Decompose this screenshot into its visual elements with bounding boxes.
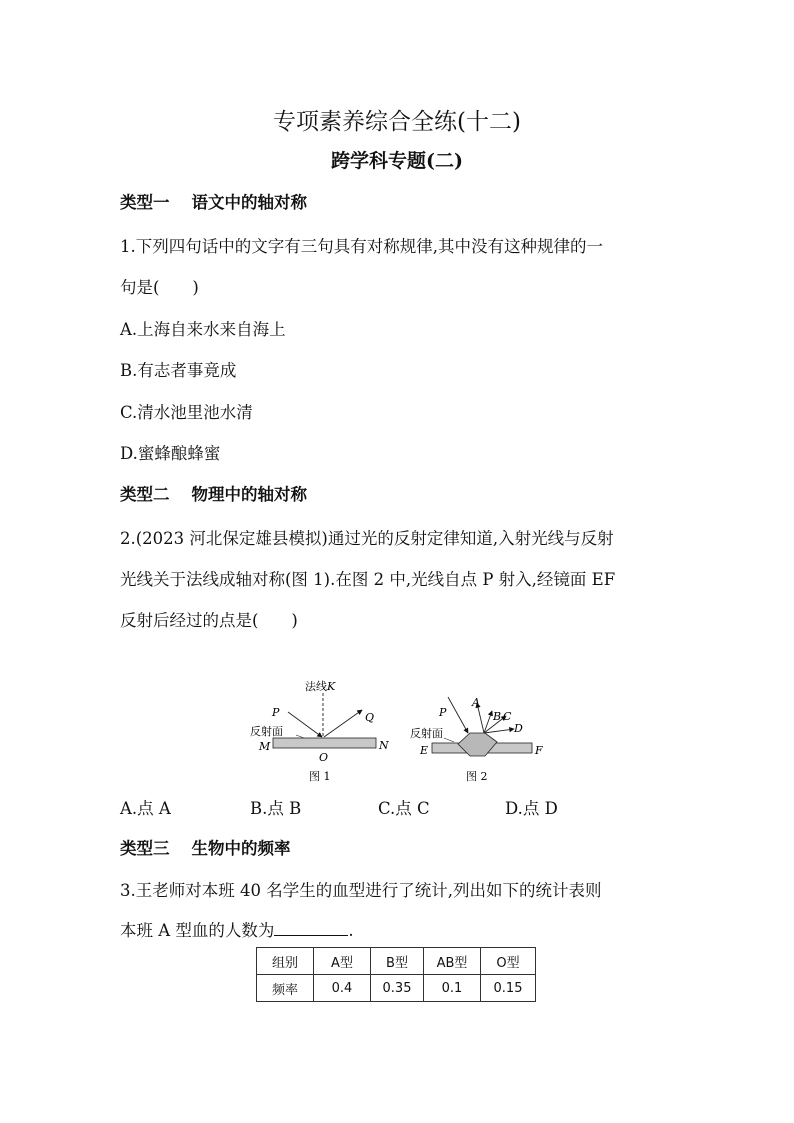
point-b-label: B bbox=[493, 710, 502, 723]
mirror-mn bbox=[273, 738, 376, 748]
question-3-line-2-text: 本班 A 型血的人数为 bbox=[120, 921, 275, 940]
surface-pointer bbox=[296, 735, 304, 738]
page-title: 专项素养综合全练(十二) bbox=[273, 109, 521, 135]
point-a-label: A bbox=[472, 696, 480, 709]
section-name: 物理中的轴对称 bbox=[191, 485, 307, 504]
question-1-line-2: 句是( ) bbox=[120, 278, 199, 297]
section-label: 类型三 bbox=[120, 839, 170, 858]
point-p-label: P bbox=[439, 706, 447, 719]
section-heading-2 bbox=[120, 481, 307, 505]
section-name: 语文中的轴对称 bbox=[191, 193, 307, 212]
reflecting-surface-label: 反射面 bbox=[250, 725, 283, 738]
question-1-option-a: A.上海自来水来自海上 bbox=[120, 320, 286, 339]
question-1-option-c: C.清水池里池水清 bbox=[120, 403, 253, 422]
normal-label: 法线K bbox=[305, 680, 336, 693]
question-1-option-d: D.蜜蜂酿蜂蜜 bbox=[120, 444, 221, 463]
section-heading-1 bbox=[120, 189, 307, 213]
figure-2 bbox=[410, 696, 543, 783]
reflecting-surface-label: 反射面 bbox=[410, 727, 443, 740]
point-f-label: F bbox=[535, 744, 543, 757]
question-1-line-1: 1.下列四句话中的文字有三句具有对称规律,其中没有这种规律的一 bbox=[120, 237, 603, 256]
figure-1-caption: 图 1 bbox=[309, 770, 331, 783]
incident-ray bbox=[288, 712, 322, 737]
incident-ray-p bbox=[448, 697, 468, 733]
surface-pointer bbox=[444, 738, 454, 742]
table-cell: O型 bbox=[481, 948, 536, 975]
question-2-option-a: A.点 A bbox=[120, 799, 171, 818]
question-2-option-c: C.点 C bbox=[378, 799, 430, 818]
table-cell: B型 bbox=[371, 948, 424, 975]
section-label: 类型一 bbox=[120, 193, 170, 212]
point-q-label: Q bbox=[365, 711, 375, 724]
section-name: 生物中的频率 bbox=[191, 839, 291, 858]
question-3-line-2 bbox=[120, 917, 354, 941]
reflection-figures bbox=[240, 670, 560, 785]
point-c-label: C bbox=[503, 710, 512, 723]
table-row bbox=[257, 975, 536, 1002]
table-cell: 0.15 bbox=[481, 975, 536, 1002]
question-2-option-d: D.点 D bbox=[505, 799, 558, 818]
answer-blank bbox=[274, 921, 348, 936]
page-subtitle: 跨学科专题(二) bbox=[331, 150, 463, 172]
point-o-label: O bbox=[319, 751, 329, 764]
table-cell: 组别 bbox=[257, 948, 314, 975]
table-cell: 0.1 bbox=[424, 975, 481, 1002]
point-d-label: D bbox=[514, 722, 523, 735]
point-e-label: E bbox=[420, 744, 429, 757]
question-3-line-1: 3.王老师对本班 40 名学生的血型进行了统计,列出如下的统计表则 bbox=[120, 881, 602, 900]
table-cell: A型 bbox=[314, 948, 371, 975]
reflected-ray bbox=[324, 710, 362, 737]
point-m-label: M bbox=[259, 740, 271, 753]
question-3-period: . bbox=[348, 921, 354, 940]
table-cell: 0.4 bbox=[314, 975, 371, 1002]
table-cell: 频率 bbox=[257, 975, 314, 1002]
section-label: 类型二 bbox=[120, 485, 170, 504]
figure-2-caption: 图 2 bbox=[466, 770, 488, 783]
question-1-option-b: B.有志者事竟成 bbox=[120, 361, 237, 380]
table-header-row bbox=[257, 948, 536, 975]
table-cell: AB型 bbox=[424, 948, 481, 975]
figure-1 bbox=[250, 679, 389, 783]
section-heading-3 bbox=[120, 835, 291, 859]
question-2-line-1: 2.(2023 河北保定雄县模拟)通过光的反射定律知道,入射光线与反射 bbox=[120, 529, 614, 548]
table-cell: 0.35 bbox=[371, 975, 424, 1002]
question-2-line-2: 光线关于法线成轴对称(图 1).在图 2 中,光线自点 P 射入,经镜面 EF bbox=[120, 570, 616, 589]
point-n-label: N bbox=[379, 739, 389, 752]
point-p-label: P bbox=[272, 706, 280, 719]
question-2-line-3: 反射后经过的点是( ) bbox=[120, 611, 298, 630]
question-2-option-b: B.点 B bbox=[250, 799, 302, 818]
blood-type-frequency-table bbox=[256, 947, 536, 1002]
